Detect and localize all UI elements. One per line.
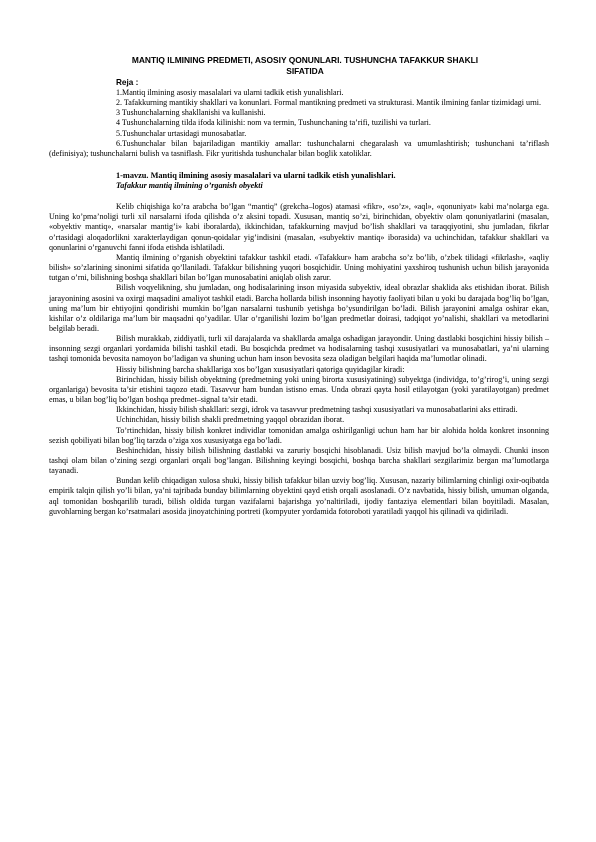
body-paragraph: Uchinchidan, hissiy bilish shakli predmetning yaqqol obrazidan iborat. xyxy=(116,415,345,425)
plan-label: Reja : xyxy=(116,78,139,87)
document-title: MANTIQ ILMINING PREDMETI, ASOSIY QONUNLARI. TUSHUNCHA TAFAKKUR SHAKLI SIFATIDA xyxy=(131,55,479,76)
body-paragraph: Bilish voqyelikning, shu jumladan, ong hodisalarining inson miyasida subyektiv, ideal obrazlar shaklida aks etishidan iborat. Bilish jarayonining asosini va oxirgi maqsadini amaliyot tashkil etadi. Barcha hollarda bilish insonning hayotiy faoliyati bilan u yoki bu darajada bog’liq bo’lgan, uning ma’lum bir ehtiyojini qondirishi mumkin bo’lgan narsalarni tushunib yetishga bo’ysundirilgan bo’ladi. Bilish jarayonini amalga oshirar ekan, kishilar o’z oldilariga ma’lum bir maqsadni qo’yadilar. Ular o’rganilishi lozim bo’lgan predmetlar doirasi, tadqiqot yo’nalishi, shakllari va metodlarini belgilab beradi. xyxy=(49,283,549,333)
body-paragraphs xyxy=(49,202,549,517)
plan-item: 5.Tushunchalar urtasidagi munosabatlar. xyxy=(116,128,247,138)
section-spacer xyxy=(116,159,549,170)
body-paragraph: Birinchidan, hissiy bilish obyektning (predmetning yoki uning birorta xususiyatining) subyektga (individga, to’g’rirog’i, uning sezgi organlariga) bevosita ta’sir etishini taqozo etadi. Tasavvur ham bundan istisno emas. Unda obrazi qayta hosil etilayotgan (yoki yaratilayotgan) predmet emas, u bilan bog’liq bo’lgan boshqa predmet–signal ta’sir etadi. xyxy=(49,374,549,405)
plan-item: 2. Tafakkurning mantikiy shakllari va konunlari. Formal mantikning predmeti va strukturasi. Mantik ilmining fanlar tizimidagi urni. xyxy=(116,98,542,108)
body-paragraph: Kelib chiqishiga ko’ra arabcha bo’lgan “mantiq” (grekcha–logos) atamasi «fikr», «so’z», «aql», «qonuniyat» kabi ma’nolarga ega. Uning ko’pma’noligi turli xil narsalarni ifoda qilishda o’z aksini topadi. Xususan, mantiq so’zi, birinchidan, obyektiv olam qonuniyatlarini (masalan, «obyektiv mantiq», «narsalar mantig’i» kabi iboralarda), ikkinchidan, tafakkurning mavjud bo’lish shakllari va taraqqiyotini, shu jumladan, fikrlar o’rtasidagi aloqadorlikni xarakterlaydigan qonun-qoidalar yig’indisini (masalan, «subyektiv mantiq» iborasida) va uchinchidan, tafakkur shakllari va qonunlarini o’rganuvchi fanni ifoda etishda ishlatiladi. xyxy=(49,202,549,252)
section-spacer xyxy=(116,191,549,202)
plan-item: 4 Tushunchalarning tilda ifoda kilinishi: nom va termin, Tushunchaning ta’rifi, tuzilishi va turlari. xyxy=(116,118,431,128)
plan-item: 1.Mantiq ilmining asosiy masalalari va ularni tadkik etish yunalishlari. xyxy=(116,88,344,97)
body-paragraph: Bilish murakkab, ziddiyatli, turli xil darajalarda va shakllarda amalga oshadigan jarayondir. Uning dastlabki bosqichini hissiy bilish – insonning sezgi organlari yordamida bilishi tashkil etadi. Bu bosqichda predmet va hodisalarning tashqi xususiyatlari va munosabatlari, ya’ni ularning tashqi tomonida bevosita namoyon bo’ladigan va shuning uchun ham inson bevosita seza oladigan belgilari haqida ma’lumotlar olinadi. xyxy=(49,334,549,364)
body-paragraph: Ikkinchidan, hissiy bilish shakllari: sezgi, idrok va tasavvur predmetning tashqi xususiyatlari va munosabatlarini aks ettiradi. xyxy=(116,405,518,415)
body-paragraph: Bundan kelib chiqadigan xulosa shuki, hissiy bilish tafakkur bilan uzviy bog’liq. Xususan, nazariy bilimlarning chinligi oxir-oqibatda empirik talqin qilish yo’li bilan, ya’ni tajribada bunday bilimlarning obyektini qayd etish orqali asoslanadi. O’z navbatida, hissiy bilish, umuman olganda, aql tomonidan boshqarilib turadi, bilish oldida turgan vazifalarni bajarishga yo’naltiriladi, ijodiy fantaziya elementlari bilan boyitiladi. Masalan, guvohlarning bergan ko’rsatmalari asosida jinoyatchining portreti (kompyuter yordamida fotoroboti yaratiladi yaqqol his qilinadi va qidiriladi. xyxy=(49,476,549,516)
plan-item: 3 Tushunchalarning shakllanishi va kullanishi. xyxy=(116,108,266,118)
body-paragraph: To’rtinchidan, hissiy bilish konkret individlar tomonidan amalga oshirilganligi uchun ham har bir alohida holda konkret insonning sezish qobiliyati bilan bog’liq tarzda o’ziga xos xususiyatga ega bo’ladi. xyxy=(49,425,549,445)
section-subheading: Tafakkur mantiq ilmining o’rganish obyekti xyxy=(116,181,263,191)
plan-item: 6.Tushunchalar bilan bajariladigan mantikiy amallar: tushunchalarni chegaralash va umumlashtirish; tushunchani ta’riflash (definisiya); tushunchalarni bulish va tasniflash. Fikr yuritishda tushunchalar bilan boglik xatoliklar. xyxy=(49,138,549,158)
body-paragraph: Mantiq ilmining o’rganish obyektini tafakkur tashkil etadi. «Tafakkur» ham arabcha so’z bo’lib, o’zbek tilidagi «fikrlash», «aqliy bilish» so’zlarining sinonimi sifatida qo’llaniladi. Tafakkur bilishning yuqori bosqichidir. Uning mohiyatini yaxshiroq tushunish uchun bilish jarayonida tutgan o’rni, bilishning boshqa shakllari bilan bo’lgan munosabatini aniqlab olish zarur. xyxy=(49,252,549,283)
body-paragraph: Beshinchidan, hissiy bilish bilishning dastlabki va zaruriy bosqichi hisoblanadi. Usiz bilish mavjud bo’la olmaydi. Chunki inson tashqi olam bilan o’zining sezgi organlari orqali bog’langan. Bilishning keyingi bosqichi, boshqa barcha shakllari sezgilarimiz bergan ma’lumotlarga tayanadi. xyxy=(49,445,549,476)
body-paragraph: Hissiy bilishning barcha shakllariga xos bo’lgan xususiyatlari qatoriga quyidagilar kiradi: xyxy=(116,364,405,374)
plan-section xyxy=(49,77,549,159)
section-heading: 1-mavzu. Mantiq ilmining asosiy masalalari va ularni tadkik etish yunalishlari. xyxy=(116,171,396,181)
